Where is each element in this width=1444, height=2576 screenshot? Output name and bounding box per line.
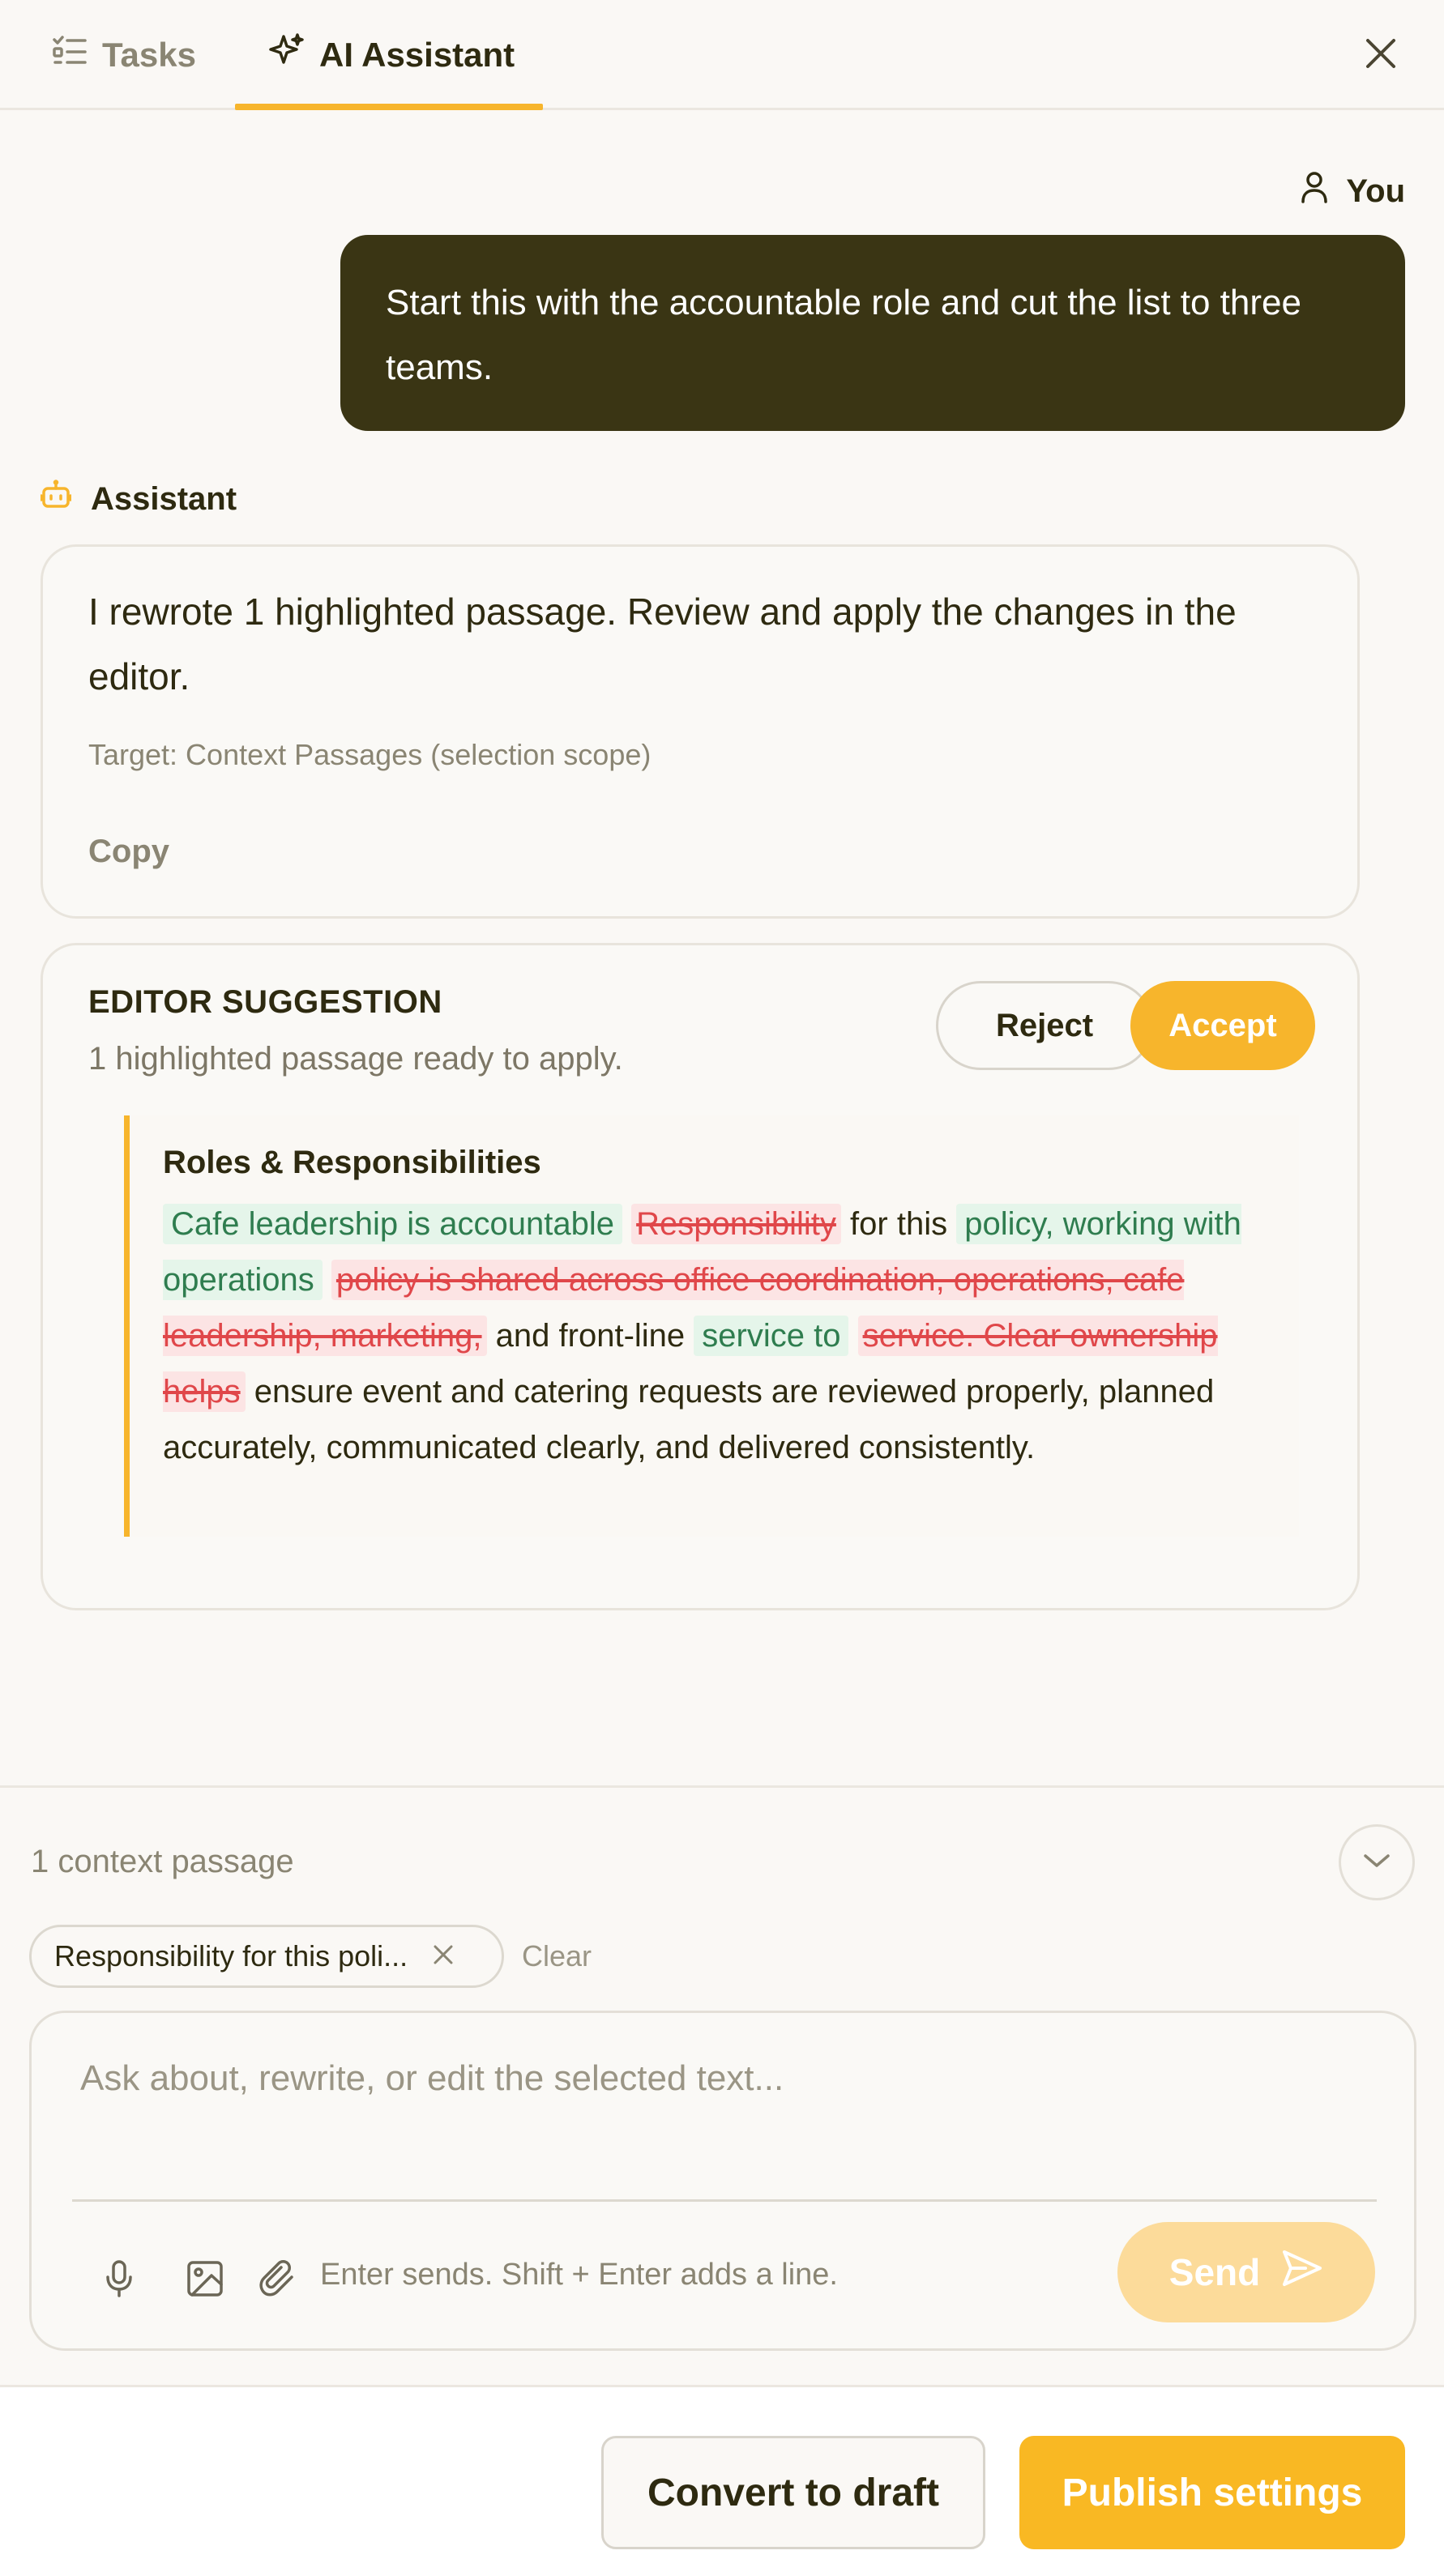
assistant-message-author	[41, 476, 237, 522]
context-passage-count: 1 context passage	[31, 1844, 294, 1879]
context-toggle-button[interactable]	[1339, 1824, 1415, 1900]
send-button[interactable]	[1117, 2222, 1375, 2322]
close-button[interactable]	[1356, 31, 1405, 79]
chevron-down-icon	[1362, 1852, 1391, 1874]
diff-heading: Roles & Responsibilities	[163, 1145, 541, 1180]
user-message-text: Start this with the accountable role and cut the list to three teams.	[386, 283, 1301, 387]
send-label: Send	[1168, 2251, 1261, 2293]
tab-ai-assistant-label: AI Assistant	[319, 36, 515, 74]
user-message-bubble	[340, 235, 1405, 431]
diff-unchanged: ensure event and catering requests are reviewed properly, planned accurately, communicated clearly, and delivered consistently.	[163, 1374, 1215, 1465]
user-message-author	[1301, 168, 1405, 214]
diff-insertion: policy, working with operations	[163, 1204, 1241, 1300]
assistant-message-card	[41, 544, 1360, 919]
publish-settings-button[interactable]: Publish settings	[1019, 2436, 1405, 2549]
assistant-message-text: I rewrote 1 highlighted passage. Review and apply the changes in the editor.	[88, 591, 1237, 697]
send-icon	[1281, 2249, 1323, 2297]
diff-unchanged: and front-line	[495, 1318, 686, 1354]
diff-unchanged: for this	[850, 1206, 948, 1242]
assistant-label: Assistant	[91, 480, 237, 517]
sparkles-icon	[267, 32, 305, 78]
diff-accent-bar	[124, 1115, 130, 1537]
editor-suggestion-card	[41, 943, 1360, 1610]
diff-deletion: service. Clear ownership helps	[163, 1316, 1218, 1412]
microphone-icon[interactable]	[96, 2256, 142, 2301]
diff-insertion: service to	[694, 1316, 848, 1356]
suggestion-diff	[124, 1115, 1299, 1537]
list-checks-icon	[52, 35, 88, 75]
diff-deletion: Responsibility	[631, 1204, 841, 1244]
image-upload-icon[interactable]	[182, 2256, 228, 2301]
assistant-target-text: Target: Context Passages (selection scope)	[88, 738, 652, 771]
bot-icon	[41, 480, 71, 518]
message-composer	[29, 2011, 1416, 2351]
user-icon	[1301, 171, 1328, 211]
active-tab-indicator	[235, 104, 543, 110]
composer-divider	[0, 1785, 1444, 1788]
suggestion-title: EDITOR SUGGESTION	[88, 984, 442, 1020]
suggestion-subtitle: 1 highlighted passage ready to apply.	[88, 1041, 623, 1077]
reject-button[interactable]: Reject	[936, 981, 1153, 1070]
close-icon	[1365, 37, 1397, 74]
copy-button[interactable]: Copy	[88, 834, 169, 869]
panel-header	[0, 0, 1444, 110]
diff-insertion: Cafe leadership is accountable	[163, 1204, 622, 1244]
convert-to-draft-button[interactable]: Convert to draft	[601, 2436, 985, 2549]
composer-separator	[72, 2199, 1377, 2202]
composer-hint: Enter sends. Shift + Enter adds a line.	[320, 2258, 838, 2292]
context-chip-label: Responsibility for this poli...	[54, 1939, 408, 1973]
diff-body	[163, 1196, 1265, 1476]
tab-ai-assistant[interactable]	[235, 0, 543, 110]
context-chip[interactable]	[29, 1925, 504, 1988]
accept-button[interactable]: Accept	[1130, 981, 1315, 1070]
paperclip-icon[interactable]	[255, 2256, 301, 2301]
panel-footer	[0, 2385, 1444, 2576]
tab-tasks-label: Tasks	[102, 36, 196, 74]
remove-chip-icon[interactable]	[432, 1939, 455, 1973]
message-input[interactable]	[80, 2050, 1361, 2107]
diff-deletion: policy is shared across office coordination, operations, cafe leadership, marketing,	[163, 1260, 1184, 1356]
clear-context-button[interactable]: Clear	[522, 1939, 592, 1973]
user-label: You	[1346, 173, 1405, 209]
tab-tasks[interactable]	[52, 0, 196, 110]
